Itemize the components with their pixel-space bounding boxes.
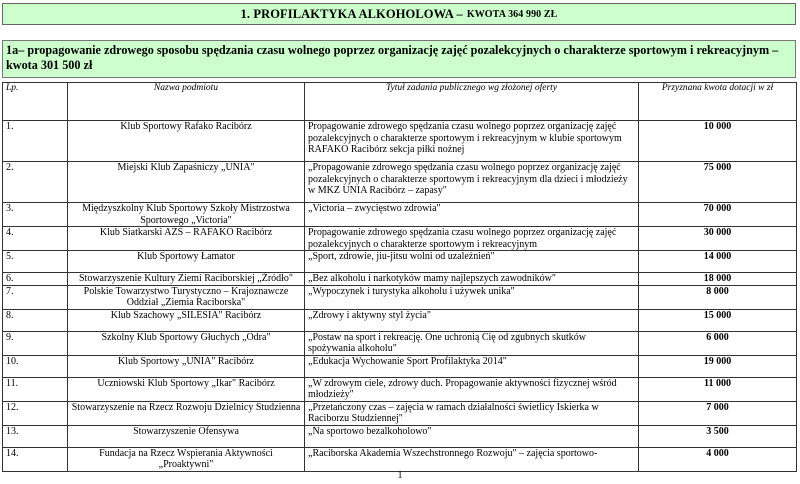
table-row <box>3 355 797 377</box>
table-row <box>3 309 797 331</box>
table-row <box>3 377 797 401</box>
row-lp: 2. <box>3 162 68 203</box>
row-name: Klub Sportowy „UNIA" Racibórz <box>68 355 305 377</box>
row-amount: 4 000 <box>639 447 797 471</box>
row-amount: 75 000 <box>639 162 797 203</box>
row-lp: 8. <box>3 309 68 331</box>
table-row <box>3 447 797 471</box>
row-lp: 3. <box>3 203 68 227</box>
row-lp: 7. <box>3 285 68 309</box>
row-name: Polskie Towarzystwo Turystyczno – Krajoznawcze Oddział „Ziemia Raciborska" <box>68 285 305 309</box>
column-header-amount: Przyznana kwota dotacji w zł <box>639 83 797 121</box>
row-task: „Bez alkoholu i narkotyków mamy najlepszych zawodników" <box>305 273 639 286</box>
row-task: „Edukacja Wychowanie Sport Profilaktyka 2014" <box>305 355 639 377</box>
row-lp: 10. <box>3 355 68 377</box>
row-name: Stowarzyszenie Kultury Ziemi Raciborskiej „Źródło" <box>68 273 305 286</box>
table-row <box>3 285 797 309</box>
row-amount: 18 000 <box>639 273 797 286</box>
section-header <box>2 3 796 25</box>
row-task: „Sport, zdrowie, jiu-jitsu wolni od uzależnień" <box>305 251 639 273</box>
row-amount: 3 500 <box>639 425 797 447</box>
table-row <box>3 401 797 425</box>
row-task: „Na sportowo bezalkoholowo" <box>305 425 639 447</box>
row-name: Stowarzyszenie na Rzecz Rozwoju Dzielnicy Studzienna <box>68 401 305 425</box>
row-amount: 70 000 <box>639 203 797 227</box>
row-name: Stowarzyszenie Ofensywa <box>68 425 305 447</box>
page-number: 1 <box>397 470 403 481</box>
table-row <box>3 227 797 251</box>
row-task: „Zdrowy i aktywny styl życia" <box>305 309 639 331</box>
row-lp: 6. <box>3 273 68 286</box>
row-amount: 15 000 <box>639 309 797 331</box>
row-task: „Wypoczynek i turystyka alkoholu i używek unika" <box>305 285 639 309</box>
table-row <box>3 121 797 162</box>
row-task: Propagowanie zdrowego spędzania czasu wolnego poprzez organizację zajęć pozalekcyjnych o charakterze sportowym i rekreacyjnym <box>305 227 639 251</box>
row-amount: 30 000 <box>639 227 797 251</box>
row-task: Propagowanie zdrowego spędzania czasu wolnego poprzez organizację zajęć pozalekcyjnych o charakterze sportowym i rekreacyjnym w klubie sportowym RAFAKO Racibórz sekcja piłki nożnej <box>305 121 639 162</box>
subsection-title: 1a– propagowanie zdrowego sposobu spędzania czasu wolnego poprzez organizację zajęć pozalekcyjnych o charakterze sportowym i rekreacyjnym – kwota 301 500 zł <box>2 40 796 78</box>
row-name: Fundacja na Rzecz Wspierania Aktywności „Proaktywni" <box>68 447 305 471</box>
row-lp: 5. <box>3 251 68 273</box>
row-lp: 13. <box>3 425 68 447</box>
row-lp: 4. <box>3 227 68 251</box>
section-header-title: 1. PROFILAKTYKA ALKOHOLOWA – <box>240 6 463 21</box>
table-header-row <box>3 83 797 121</box>
row-name: Uczniowski Klub Sportowy „Ikar" Racibórz <box>68 377 305 401</box>
row-task: „Victoria – zwycięstwo zdrowia" <box>305 203 639 227</box>
row-task: „Propagowanie zdrowego spędzania czasu wolnego poprzez organizację zajęć pozalekcyjnych o charakterze sportowym i rekreacyjnym dla dzieci i młodzieży w MKZ UNIA Racibórz – zapasy" <box>305 162 639 203</box>
row-task: „W zdrowym ciele, zdrowy duch. Propagowanie aktywności fizycznej wśród młodzieży" <box>305 377 639 401</box>
section-header-amount: KWOTA 364 990 ZŁ <box>466 8 558 20</box>
column-header-lp: Lp. <box>3 83 68 121</box>
row-lp: 12. <box>3 401 68 425</box>
row-name: Klub Sportowy Łamator <box>68 251 305 273</box>
table-row <box>3 251 797 273</box>
table-row <box>3 273 797 286</box>
column-header-name: Nazwa podmiotu <box>68 83 305 121</box>
row-amount: 14 000 <box>639 251 797 273</box>
row-lp: 9. <box>3 331 68 355</box>
column-header-task: Tytuł zadania publicznego wg złożonej oferty <box>305 83 639 121</box>
grants-table <box>2 82 797 472</box>
table-row <box>3 425 797 447</box>
row-name: Szkolny Klub Sportowy Głuchych „Odra" <box>68 331 305 355</box>
row-name: Miejski Klub Zapaśniczy „UNIA" <box>68 162 305 203</box>
row-amount: 11 000 <box>639 377 797 401</box>
row-amount: 6 000 <box>639 331 797 355</box>
table-row <box>3 203 797 227</box>
row-amount: 8 000 <box>639 285 797 309</box>
table-row <box>3 331 797 355</box>
row-amount: 10 000 <box>639 121 797 162</box>
row-amount: 19 000 <box>639 355 797 377</box>
row-name: Klub Sportowy Rafako Racibórz <box>68 121 305 162</box>
row-lp: 14. <box>3 447 68 471</box>
table-row <box>3 162 797 203</box>
row-lp: 1. <box>3 121 68 162</box>
row-task: „Raciborska Akademia Wszechstronnego Rozwoju" – zajęcia sportowo- <box>305 447 639 471</box>
row-task: „Przetańczony czas – zajęcia w ramach działalności świetlicy Iskierka w Raciborzu Studziennej" <box>305 401 639 425</box>
row-name: Klub Szachowy „SILESIA" Racibórz <box>68 309 305 331</box>
row-name: Międzyszkolny Klub Sportowy Szkoły Mistrzostwa Sportowego „Victoria" <box>68 203 305 227</box>
row-lp: 11. <box>3 377 68 401</box>
row-name: Klub Siatkarski AZS – RAFAKO Racibórz <box>68 227 305 251</box>
row-task: „Postaw na sport i rekreację. One uchronią Cię od zgubnych skutków spożywania alkoholu" <box>305 331 639 355</box>
row-amount: 7 000 <box>639 401 797 425</box>
